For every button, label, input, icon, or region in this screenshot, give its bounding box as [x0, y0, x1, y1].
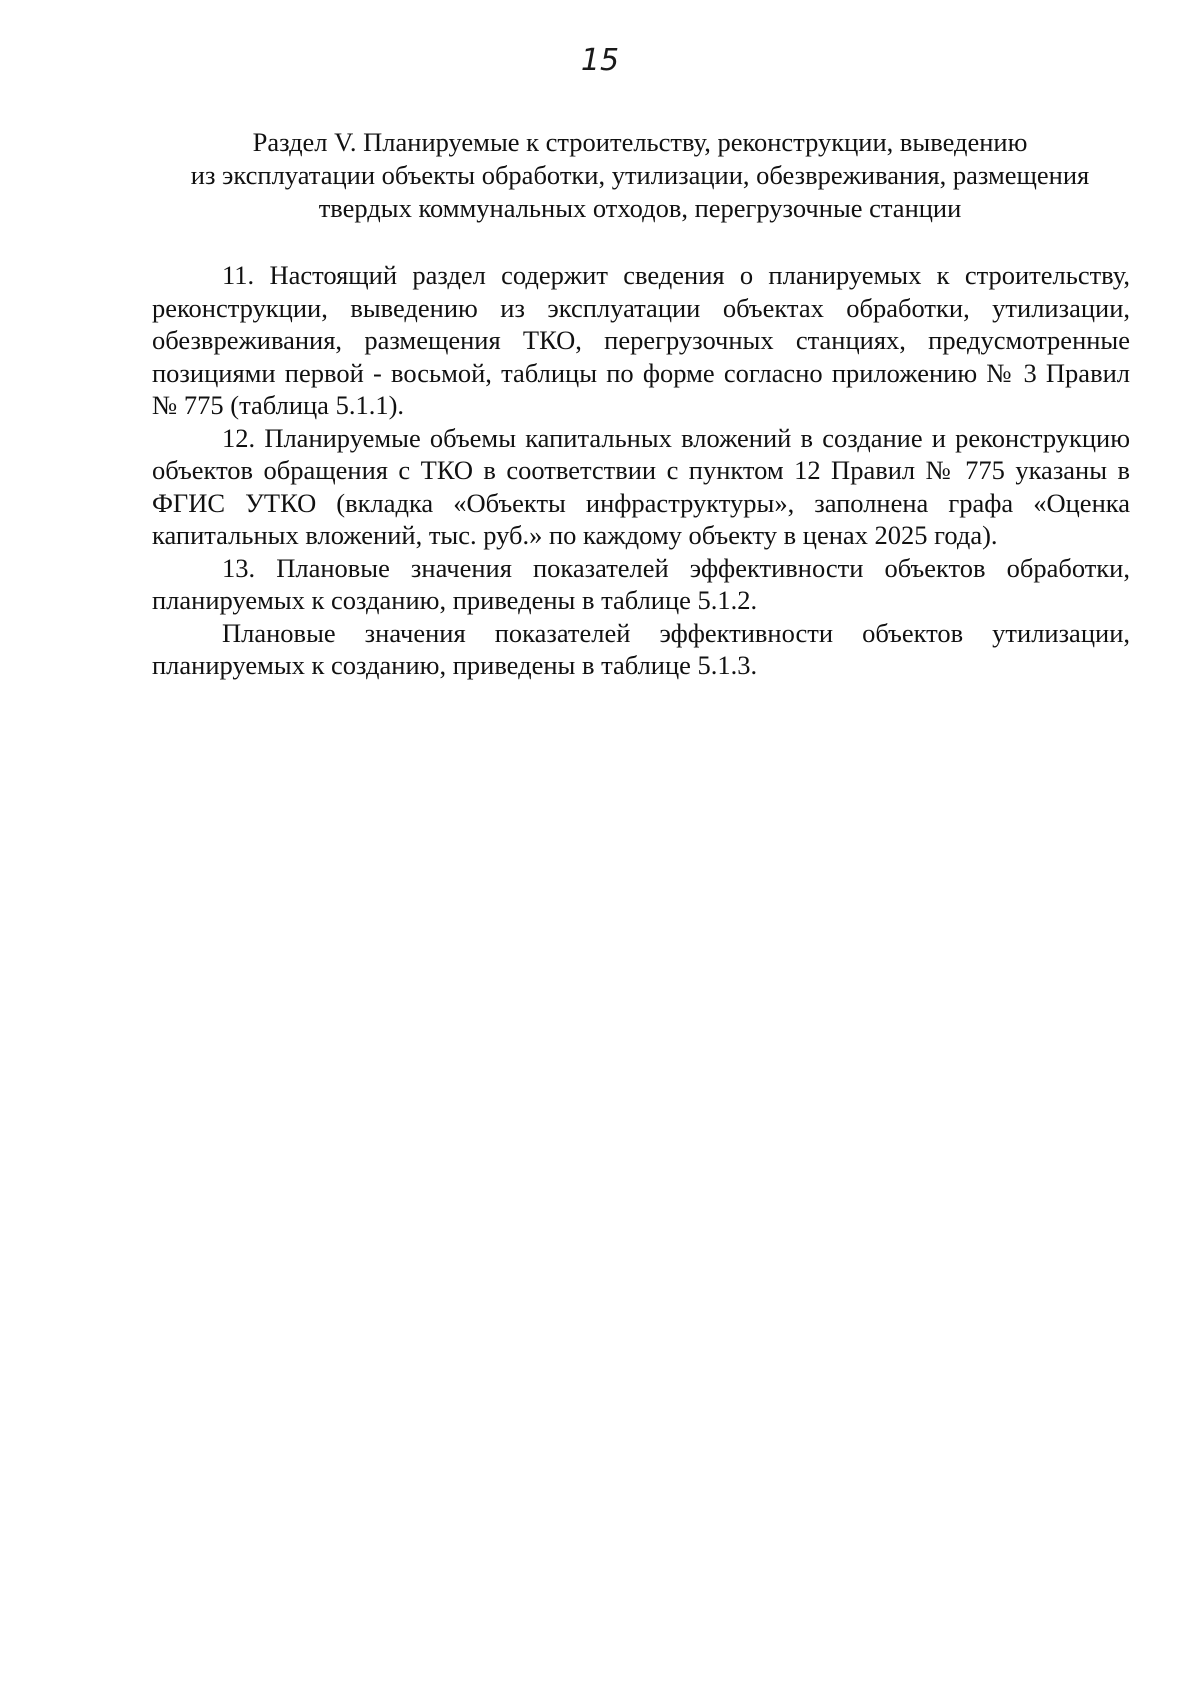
paragraph-11: 11. Настоящий раздел содержит сведения о планируемых к строительству, реконструкции, выведению из эксплуатации объектах обработки, утилизации, обезвреживания, размещения ТКО, перегрузочных станциях, предусмотренные позициями первой - восьмой, таблицы по форме согласно приложению № 3 Правил № 775 (таблица 5.1.1).: [152, 260, 1130, 420]
document-body: [152, 259, 1130, 682]
paragraph-12: 12. Планируемые объемы капитальных вложений в создание и реконструкцию объектов обращения с ТКО в соответствии с пунктом 12 Правил № 775 указаны в ФГИС УТКО (вкладка «Объекты инфраструктуры», заполнена графа «Оценка капитальных вложений, тыс. руб.» по каждому объекту в ценах 2025 года).: [152, 422, 1130, 550]
paragraph-13: 13. Плановые значения показателей эффективности объектов обработки, планируемых к созданию, приведены в таблице 5.1.2.: [152, 552, 1130, 615]
section-title: [150, 126, 1130, 225]
section-title-line-3: твердых коммунальных отходов, перегрузочные станции: [318, 193, 962, 223]
section-title-line-2: из эксплуатации объекты обработки, утилизации, обезвреживания, размещения: [190, 160, 1090, 190]
page-number: 15: [580, 43, 620, 78]
paragraph-13-continued: Плановые значения показателей эффективности объектов утилизации, планируемых к созданию, приведены в таблице 5.1.3.: [152, 617, 1130, 680]
section-title-line-1: Раздел V. Планируемые к строительству, реконструкции, выведению: [252, 127, 1028, 157]
